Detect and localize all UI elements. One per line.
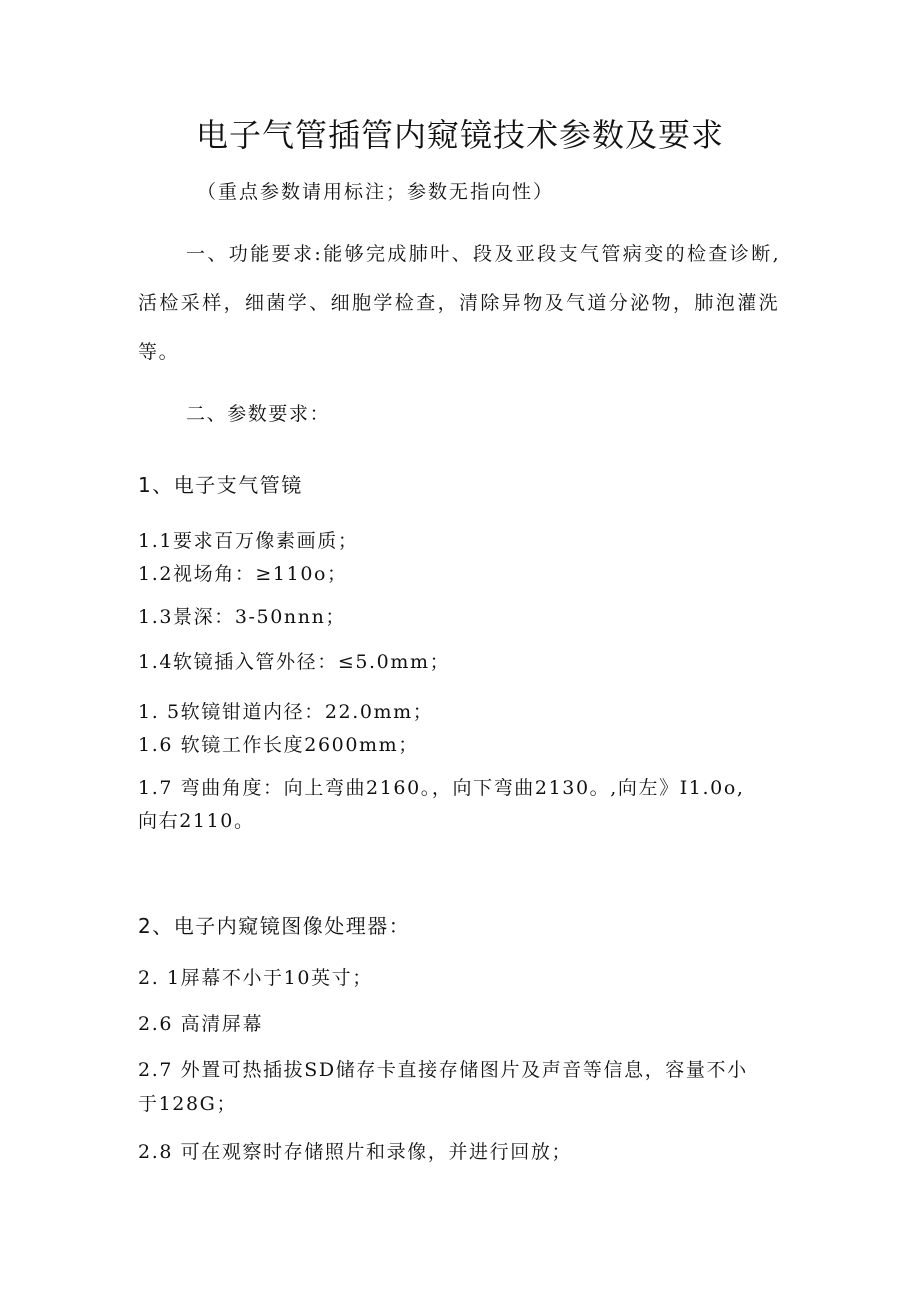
page-title: 电子气管插管内窥镜技术参数及要求 bbox=[195, 116, 724, 154]
section-heading-image-processor: 2、电子内窥镜图像处理器： bbox=[138, 914, 411, 938]
spec-item: 1.4软镜插入管外径：≤5.0mm； bbox=[138, 651, 451, 673]
spec-item: 1. 5软镜钳道内径：22.0mm； bbox=[138, 701, 434, 723]
section-heading-bronchoscope: 1、电子支气管镜 bbox=[138, 473, 303, 497]
spec-item: 2.8 可在观察时存储照片和录像，并进行回放； bbox=[138, 1141, 573, 1163]
subtitle-note: （重点参数请用标注；参数无指向性） bbox=[197, 181, 555, 203]
spec-item: 2.6 高清屏幕 bbox=[138, 1013, 264, 1035]
spec-item: 1.1要求百万像素画质； bbox=[138, 530, 359, 552]
spec-item: 2. 1屏幕不小于10英寸； bbox=[138, 967, 373, 989]
function-requirements-line-2: 活检采样，细菌学、细胞学检查，清除异物及气道分泌物，肺泡灌洗 bbox=[138, 292, 781, 314]
spec-item: 1.2视场角：≥110o； bbox=[138, 563, 348, 585]
function-requirements-line-1: 一、功能要求:能够完成肺叶、段及亚段支气管病变的检查诊断, bbox=[186, 243, 782, 265]
parameter-requirements-label: 二、参数要求： bbox=[186, 403, 331, 425]
spec-item: 1.7 弯曲角度：向上弯曲2160。，向下弯曲2130。,向左》I1.0o, bbox=[138, 777, 745, 799]
spec-item: 1.3景深：3-50nnn； bbox=[138, 606, 347, 628]
spec-item-continuation: 于128G； bbox=[138, 1093, 238, 1115]
spec-item: 1.6 软镜工作长度2600mm； bbox=[138, 734, 419, 756]
spec-item: 2.7 外置可热插拔SD储存卡直接存储图片及声音等信息，容量不小 bbox=[138, 1059, 748, 1081]
function-requirements-line-3: 等。 bbox=[138, 341, 180, 363]
spec-item-continuation: 向右2110。 bbox=[138, 810, 255, 832]
